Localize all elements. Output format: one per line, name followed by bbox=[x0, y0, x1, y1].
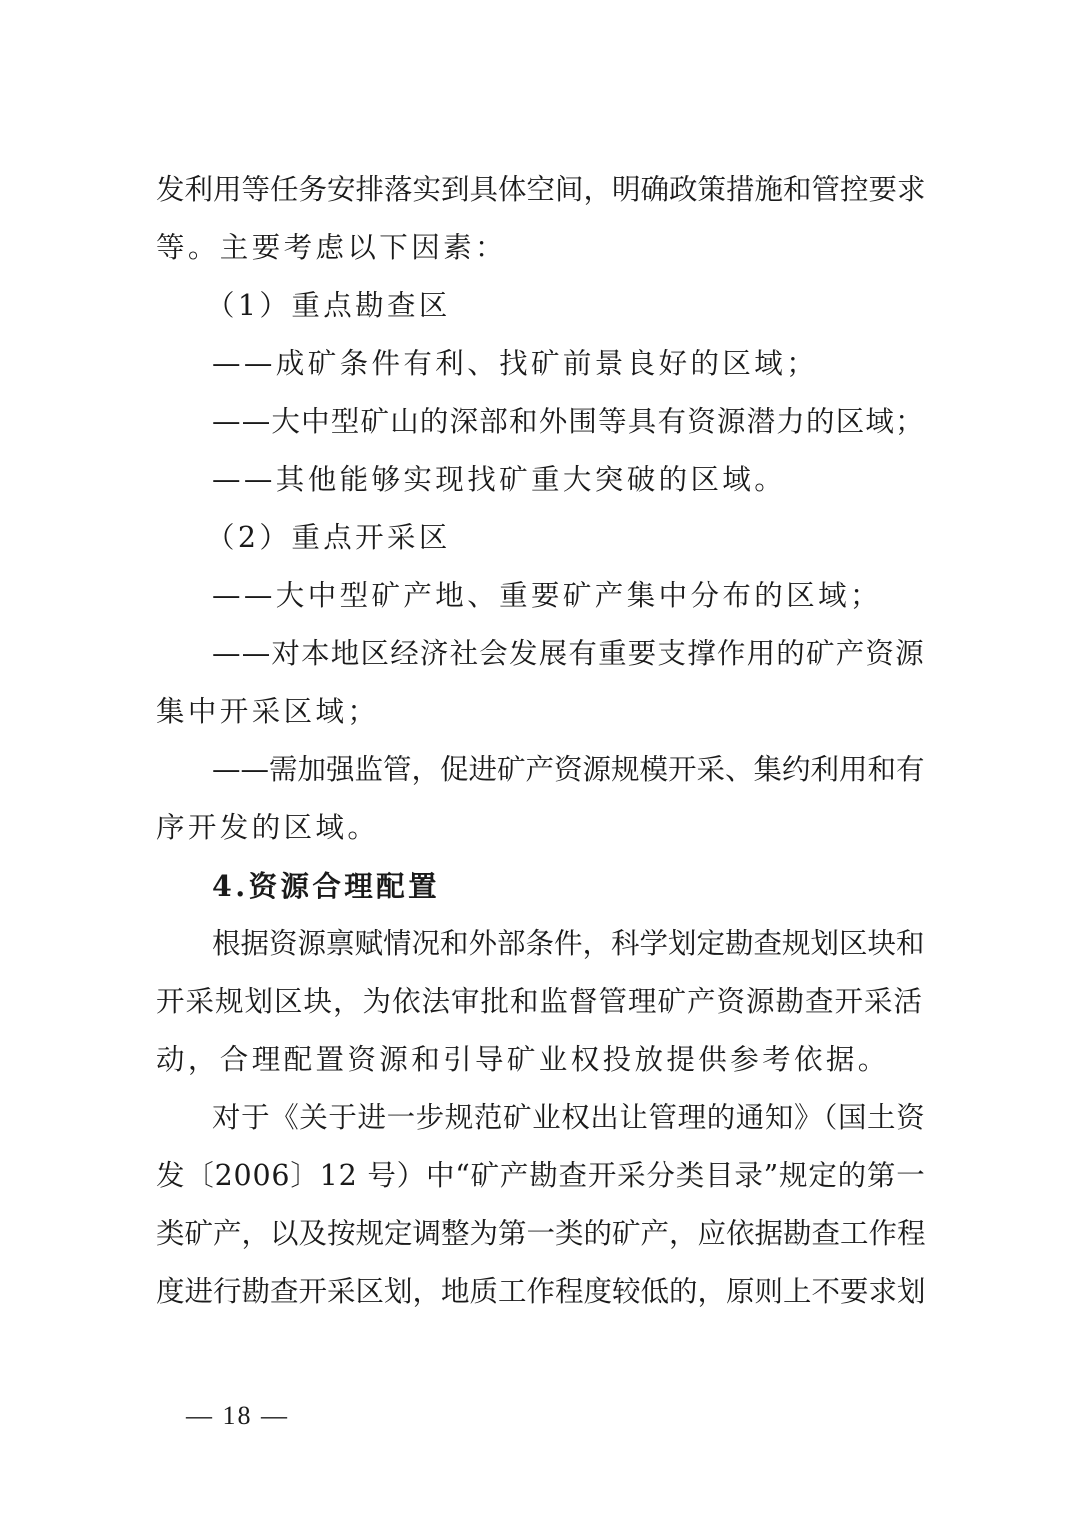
subheading-key-mining-area: （2）重点开采区 bbox=[206, 521, 451, 554]
paragraph-line: 等。主要考虑以下因素： bbox=[156, 231, 507, 264]
paragraph-line: 发〔2006〕12 号）中“矿产勘查开采分类目录”规定的第一 bbox=[156, 1159, 926, 1192]
section-heading bbox=[212, 866, 926, 907]
bullet-line: ——其他能够实现找矿重大突破的区域。 bbox=[212, 463, 787, 496]
bullet-line: ——成矿条件有利、找矿前景良好的区域； bbox=[212, 347, 819, 380]
paragraph-line: 对于《关于进一步规范矿业权出让管理的通知》（国土资 bbox=[212, 1101, 926, 1134]
paragraph-line: 类矿产，以及按规定调整为第一类的矿产，应依据勘查工作程 bbox=[156, 1217, 926, 1250]
paragraph-line: 序开发的区域。 bbox=[156, 811, 380, 844]
paragraph-line: 发利用等任务安排落实到具体空间，明确政策措施和管控要求 bbox=[156, 173, 926, 206]
section-title: 资源合理配置 bbox=[248, 869, 440, 903]
paragraph-line: 集中开采区域； bbox=[156, 695, 380, 728]
bullet-line: ——大中型矿产地、重要矿产集中分布的区域； bbox=[212, 579, 882, 612]
section-number: 4. bbox=[212, 869, 249, 903]
paragraph-line: 根据资源禀赋情况和外部条件，科学划定勘查规划区块和 bbox=[212, 927, 925, 960]
paragraph-line: 动，合理配置资源和引导矿业权投放提供参考依据。 bbox=[156, 1043, 890, 1076]
page-number: — 18 — bbox=[186, 1401, 289, 1430]
bullet-line: ——大中型矿山的深部和外围等具有资源潜力的区域； bbox=[212, 405, 925, 438]
bullet-line: ——对本地区经济社会发展有重要支撑作用的矿产资源 bbox=[212, 637, 925, 670]
bullet-line: ——需加强监管，促进矿产资源规模开采、集约利用和有 bbox=[212, 753, 925, 786]
paragraph-line: 开采规划区块，为依法审批和监督管理矿产资源勘查开采活 bbox=[156, 985, 924, 1018]
subheading-key-exploration-area: （1）重点勘查区 bbox=[206, 289, 451, 322]
paragraph-line: 度进行勘查开采区划，地质工作程度较低的，原则上不要求划 bbox=[156, 1275, 926, 1308]
